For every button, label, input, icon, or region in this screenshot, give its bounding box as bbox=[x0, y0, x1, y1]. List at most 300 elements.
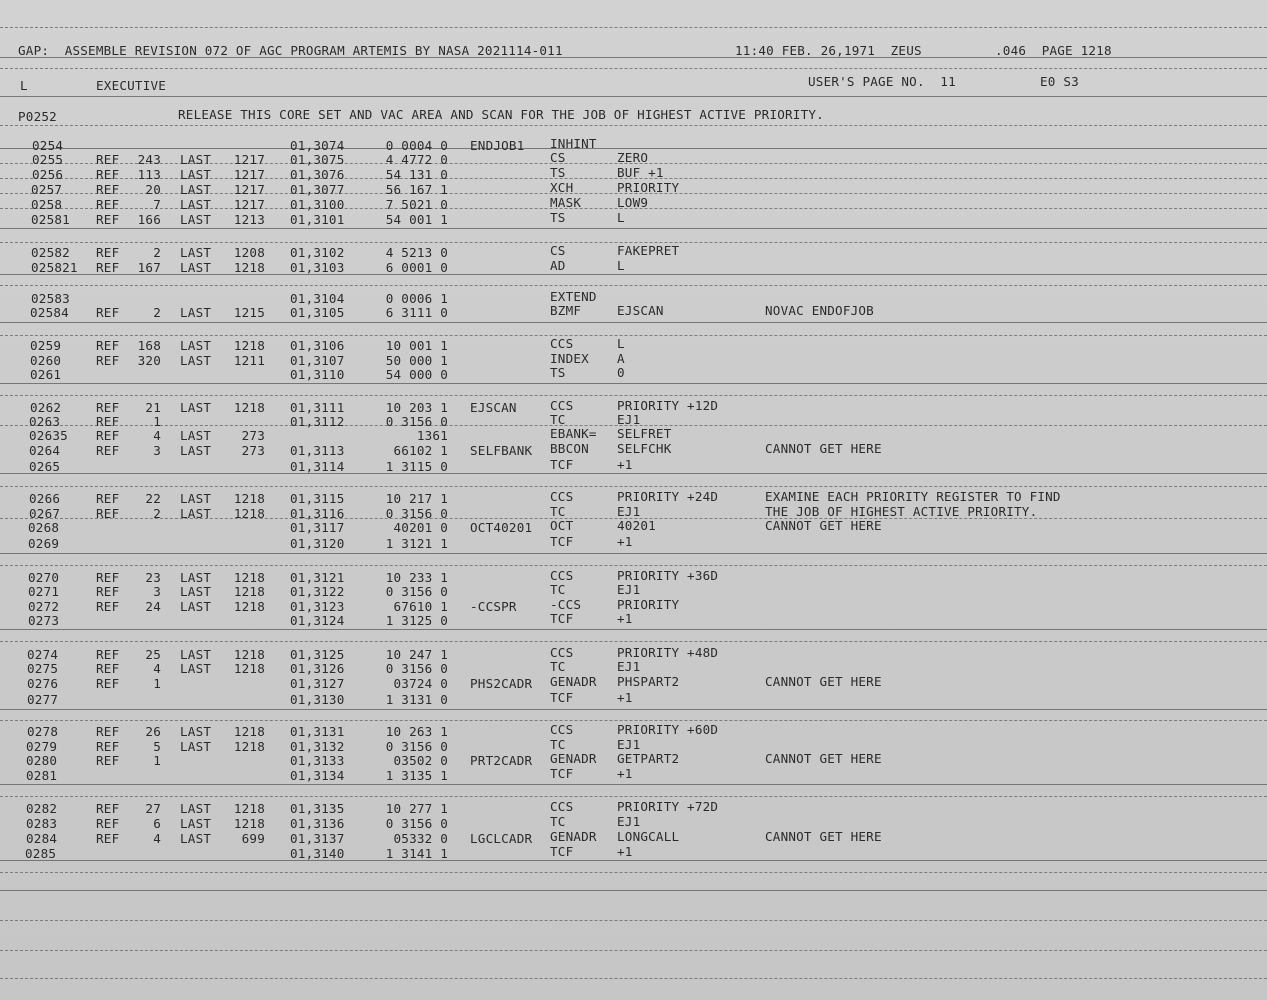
row-op: CCS bbox=[550, 336, 574, 351]
row-last-n: 273 bbox=[241, 428, 265, 443]
row-comment: EXAMINE EACH PRIORITY REGISTER TO FIND bbox=[765, 489, 1061, 504]
row-ref: REF bbox=[96, 428, 120, 443]
row-ref: REF bbox=[96, 152, 120, 167]
row-op: OCT bbox=[550, 518, 574, 533]
row-comment: NOVAC ENDOFJOB bbox=[765, 303, 874, 318]
row-addr: 01,3113 bbox=[290, 443, 345, 458]
row-ref-n: 26 bbox=[145, 724, 161, 739]
row-addr: 01,3076 bbox=[290, 167, 345, 182]
row-op: TC bbox=[550, 412, 566, 427]
row-code: 1 3141 1 bbox=[385, 846, 448, 861]
row-last: LAST bbox=[180, 260, 212, 275]
row-op: TCF bbox=[550, 766, 574, 781]
row-seq: 0255 bbox=[32, 152, 64, 167]
row-operand: +1 bbox=[617, 534, 633, 549]
row-operand: +1 bbox=[617, 844, 633, 859]
row-comment: CANNOT GET HERE bbox=[765, 829, 882, 844]
row-ref-n: 2 bbox=[153, 245, 161, 260]
row-code: 1 3125 0 bbox=[385, 613, 448, 628]
row-operand: 0 bbox=[617, 365, 625, 380]
row-last-n: 1218 bbox=[233, 260, 265, 275]
row-last: LAST bbox=[180, 816, 212, 831]
row-op: GENADR bbox=[550, 674, 597, 689]
listing-datetime: 11:40 FEB. 26,1971 ZEUS bbox=[735, 43, 922, 58]
row-ref-n: 24 bbox=[145, 599, 161, 614]
row-last-n: 1217 bbox=[233, 182, 265, 197]
row-addr: 01,3107 bbox=[290, 353, 345, 368]
row-op: -CCS bbox=[550, 597, 582, 612]
row-label: PRT2CADR bbox=[470, 753, 533, 768]
row-operand: PRIORITY +24D bbox=[617, 489, 719, 504]
row-ref-n: 25 bbox=[145, 647, 161, 662]
row-code: 67610 1 bbox=[393, 599, 448, 614]
form-rule bbox=[0, 860, 1267, 862]
row-operand: GETPART2 bbox=[617, 751, 680, 766]
row-code: 10 233 1 bbox=[385, 570, 448, 585]
row-last: LAST bbox=[180, 739, 212, 754]
form-rule bbox=[0, 96, 1267, 98]
row-op: AD bbox=[550, 258, 566, 273]
row-comment: CANNOT GET HERE bbox=[765, 441, 882, 456]
row-op: CCS bbox=[550, 645, 574, 660]
row-last-n: 273 bbox=[241, 443, 265, 458]
form-rule bbox=[0, 553, 1267, 555]
row-seq: 0271 bbox=[28, 584, 60, 599]
row-seq: 02581 bbox=[31, 212, 70, 227]
row-operand: EJ1 bbox=[617, 814, 641, 829]
form-rule bbox=[0, 395, 1267, 397]
section-name: EXECUTIVE bbox=[96, 78, 167, 93]
row-operand: PRIORITY +48D bbox=[617, 645, 719, 660]
row-operand: EJ1 bbox=[617, 659, 641, 674]
row-op: CCS bbox=[550, 398, 574, 413]
row-addr: 01,3120 bbox=[290, 536, 345, 551]
row-code: 0 0006 1 bbox=[385, 291, 448, 306]
row-ref: REF bbox=[96, 570, 120, 585]
row-last-n: 1218 bbox=[233, 506, 265, 521]
row-last: LAST bbox=[180, 212, 212, 227]
row-addr: 01,3116 bbox=[290, 506, 345, 521]
row-ref-n: 243 bbox=[137, 152, 161, 167]
row-code: 6 0001 0 bbox=[385, 260, 448, 275]
row-last-n: 1218 bbox=[233, 816, 265, 831]
row-ref: REF bbox=[96, 724, 120, 739]
row-code: 0 3156 0 bbox=[385, 584, 448, 599]
row-op: CS bbox=[550, 150, 566, 165]
row-addr: 01,3134 bbox=[290, 768, 345, 783]
row-op: MASK bbox=[550, 195, 582, 210]
row-seq: 0254 bbox=[32, 138, 64, 153]
row-op: CCS bbox=[550, 568, 574, 583]
row-op: CCS bbox=[550, 722, 574, 737]
row-ref-n: 23 bbox=[145, 570, 161, 585]
row-seq: 0277 bbox=[27, 692, 59, 707]
row-op: CS bbox=[550, 243, 566, 258]
row-last-n: 1213 bbox=[233, 212, 265, 227]
row-addr: 01,3104 bbox=[290, 291, 345, 306]
row-seq: 0272 bbox=[28, 599, 60, 614]
row-operand: +1 bbox=[617, 611, 633, 626]
row-last-n: 1215 bbox=[233, 305, 265, 320]
form-rule bbox=[0, 57, 1267, 59]
row-op: INDEX bbox=[550, 351, 589, 366]
row-code: 0 3156 0 bbox=[385, 661, 448, 676]
row-ref-n: 1 bbox=[153, 753, 161, 768]
row-code: 0 3156 0 bbox=[385, 506, 448, 521]
row-addr: 01,3121 bbox=[290, 570, 345, 585]
row-code: 50 000 1 bbox=[385, 353, 448, 368]
row-last-n: 1218 bbox=[233, 491, 265, 506]
row-ref: REF bbox=[96, 816, 120, 831]
row-last: LAST bbox=[180, 197, 212, 212]
row-code: 0 0004 0 bbox=[385, 138, 448, 153]
row-seq: 0284 bbox=[26, 831, 58, 846]
row-operand: EJ1 bbox=[617, 737, 641, 752]
row-operand: SELFRET bbox=[617, 426, 672, 441]
row-operand: PRIORITY +36D bbox=[617, 568, 719, 583]
row-ref-n: 3 bbox=[153, 443, 161, 458]
row-op: EBANK= bbox=[550, 426, 597, 441]
row-last: LAST bbox=[180, 724, 212, 739]
row-code: 0 3156 0 bbox=[385, 816, 448, 831]
row-seq: 02635 bbox=[29, 428, 68, 443]
row-op: TC bbox=[550, 582, 566, 597]
row-last: LAST bbox=[180, 491, 212, 506]
row-seq: 0285 bbox=[25, 846, 57, 861]
row-op: INHINT bbox=[550, 136, 597, 151]
form-rule bbox=[0, 383, 1267, 385]
row-code: 10 001 1 bbox=[385, 338, 448, 353]
row-ref-n: 320 bbox=[137, 353, 161, 368]
row-operand: PRIORITY +60D bbox=[617, 722, 719, 737]
row-code: 1 3131 0 bbox=[385, 692, 448, 707]
row-last-n: 1218 bbox=[233, 661, 265, 676]
row-last-n: 699 bbox=[241, 831, 265, 846]
row-ref-n: 21 bbox=[145, 400, 161, 415]
row-op: TC bbox=[550, 504, 566, 519]
row-op: TCF bbox=[550, 844, 574, 859]
row-addr: 01,3127 bbox=[290, 676, 345, 691]
row-ref-n: 7 bbox=[153, 197, 161, 212]
row-addr: 01,3135 bbox=[290, 801, 345, 816]
row-addr: 01,3102 bbox=[290, 245, 345, 260]
row-operand: L bbox=[617, 210, 625, 225]
row-addr: 01,3117 bbox=[290, 520, 345, 535]
row-label: LGCLCADR bbox=[470, 831, 533, 846]
row-label: SELFBANK bbox=[470, 443, 533, 458]
row-seq: 0275 bbox=[27, 661, 59, 676]
row-seq: 0268 bbox=[28, 520, 60, 535]
row-seq: 0260 bbox=[30, 353, 62, 368]
row-ref: REF bbox=[96, 338, 120, 353]
row-addr: 01,3131 bbox=[290, 724, 345, 739]
row-operand: 40201 bbox=[617, 518, 656, 533]
row-op: BZMF bbox=[550, 303, 582, 318]
row-last: LAST bbox=[180, 801, 212, 816]
row-ref-n: 4 bbox=[153, 661, 161, 676]
row-addr: 01,3077 bbox=[290, 182, 345, 197]
row-label: OCT40201 bbox=[470, 520, 533, 535]
form-rule bbox=[0, 950, 1267, 952]
row-ref: REF bbox=[96, 245, 120, 260]
row-addr: 01,3103 bbox=[290, 260, 345, 275]
row-op: CCS bbox=[550, 489, 574, 504]
row-last: LAST bbox=[180, 647, 212, 662]
row-operand: PRIORITY +12D bbox=[617, 398, 719, 413]
row-addr: 01,3124 bbox=[290, 613, 345, 628]
row-addr: 01,3100 bbox=[290, 197, 345, 212]
form-rule bbox=[0, 709, 1267, 711]
row-ref: REF bbox=[96, 212, 120, 227]
row-addr: 01,3126 bbox=[290, 661, 345, 676]
row-ref-n: 4 bbox=[153, 428, 161, 443]
row-operand: A bbox=[617, 351, 625, 366]
form-rule bbox=[0, 322, 1267, 324]
row-last-n: 1218 bbox=[233, 570, 265, 585]
row-seq: 0259 bbox=[30, 338, 62, 353]
row-seq: 025821 bbox=[31, 260, 78, 275]
row-addr: 01,3140 bbox=[290, 846, 345, 861]
row-operand: SELFCHK bbox=[617, 441, 672, 456]
form-rule bbox=[0, 796, 1267, 798]
form-rule bbox=[0, 285, 1267, 287]
row-addr: 01,3114 bbox=[290, 459, 345, 474]
row-seq: 0280 bbox=[26, 753, 58, 768]
listing-title: GAP: ASSEMBLE REVISION 072 OF AGC PROGRAM ARTEMIS BY NASA 2021114-011 bbox=[18, 43, 563, 58]
row-ref-n: 2 bbox=[153, 305, 161, 320]
row-seq: 0257 bbox=[31, 182, 63, 197]
row-ref: REF bbox=[96, 400, 120, 415]
row-seq: 0264 bbox=[29, 443, 61, 458]
row-addr: 01,3136 bbox=[290, 816, 345, 831]
row-code: 54 131 0 bbox=[385, 167, 448, 182]
comment-seq: P0252 bbox=[18, 109, 57, 124]
form-rule bbox=[0, 784, 1267, 786]
section-code: E0 S3 bbox=[1040, 74, 1079, 89]
row-op: EXTEND bbox=[550, 289, 597, 304]
row-last-n: 1218 bbox=[233, 599, 265, 614]
row-ref-n: 27 bbox=[145, 801, 161, 816]
form-rule bbox=[0, 228, 1267, 230]
row-ref: REF bbox=[96, 443, 120, 458]
row-seq: 0262 bbox=[30, 400, 62, 415]
row-seq: 0274 bbox=[27, 647, 59, 662]
row-operand: PRIORITY +72D bbox=[617, 799, 719, 814]
row-ref: REF bbox=[96, 353, 120, 368]
row-comment: CANNOT GET HERE bbox=[765, 751, 882, 766]
row-last: LAST bbox=[180, 661, 212, 676]
row-operand: +1 bbox=[617, 690, 633, 705]
row-last: LAST bbox=[180, 182, 212, 197]
row-last-n: 1218 bbox=[233, 338, 265, 353]
row-operand: L bbox=[617, 336, 625, 351]
row-last: LAST bbox=[180, 443, 212, 458]
row-code: 54 000 0 bbox=[385, 367, 448, 382]
row-seq: 0267 bbox=[29, 506, 61, 521]
row-code: 4 4772 0 bbox=[385, 152, 448, 167]
row-operand: ZERO bbox=[617, 150, 649, 165]
row-ref: REF bbox=[96, 801, 120, 816]
row-code: 1361 bbox=[416, 428, 448, 443]
form-rule bbox=[0, 890, 1267, 892]
row-operand: LOW9 bbox=[617, 195, 649, 210]
row-last: LAST bbox=[180, 167, 212, 182]
row-seq: 02584 bbox=[30, 305, 69, 320]
row-op: TC bbox=[550, 737, 566, 752]
row-addr: 01,3112 bbox=[290, 414, 345, 429]
row-ref-n: 168 bbox=[137, 338, 161, 353]
row-op: TC bbox=[550, 659, 566, 674]
row-op: TCF bbox=[550, 457, 574, 472]
row-ref: REF bbox=[96, 167, 120, 182]
row-operand: PHSPART2 bbox=[617, 674, 680, 689]
row-ref-n: 6 bbox=[153, 816, 161, 831]
row-seq: 0266 bbox=[29, 491, 61, 506]
row-ref: REF bbox=[96, 414, 120, 429]
row-addr: 01,3106 bbox=[290, 338, 345, 353]
form-rule bbox=[0, 978, 1267, 980]
form-rule bbox=[0, 920, 1267, 922]
row-seq: 0270 bbox=[28, 570, 60, 585]
row-last: LAST bbox=[180, 831, 212, 846]
row-ref: REF bbox=[96, 260, 120, 275]
row-ref-n: 166 bbox=[137, 212, 161, 227]
row-last: LAST bbox=[180, 400, 212, 415]
row-code: 56 167 1 bbox=[385, 182, 448, 197]
row-addr: 01,3133 bbox=[290, 753, 345, 768]
row-comment: CANNOT GET HERE bbox=[765, 674, 882, 689]
row-label: PHS2CADR bbox=[470, 676, 533, 691]
row-last-n: 1218 bbox=[233, 647, 265, 662]
row-operand: BUF +1 bbox=[617, 165, 664, 180]
row-operand: EJ1 bbox=[617, 412, 641, 427]
row-last-n: 1218 bbox=[233, 801, 265, 816]
row-addr: 01,3130 bbox=[290, 692, 345, 707]
row-ref-n: 1 bbox=[153, 676, 161, 691]
row-ref-n: 113 bbox=[137, 167, 161, 182]
row-last-n: 1217 bbox=[233, 197, 265, 212]
listing-page-number: .046 PAGE 1218 bbox=[995, 43, 1112, 58]
row-addr: 01,3123 bbox=[290, 599, 345, 614]
row-ref-n: 2 bbox=[153, 506, 161, 521]
row-ref: REF bbox=[96, 599, 120, 614]
form-rule bbox=[0, 486, 1267, 488]
row-ref: REF bbox=[96, 676, 120, 691]
row-code: 10 217 1 bbox=[385, 491, 448, 506]
row-addr: 01,3105 bbox=[290, 305, 345, 320]
row-last-n: 1217 bbox=[233, 167, 265, 182]
row-operand: LONGCALL bbox=[617, 829, 680, 844]
row-op: TCF bbox=[550, 534, 574, 549]
row-seq: 0269 bbox=[28, 536, 60, 551]
row-seq: 0283 bbox=[26, 816, 58, 831]
row-operand: PRIORITY bbox=[617, 597, 680, 612]
row-ref: REF bbox=[96, 739, 120, 754]
row-code: 54 001 1 bbox=[385, 212, 448, 227]
comment-text: RELEASE THIS CORE SET AND VAC AREA AND SCAN FOR THE JOB OF HIGHEST ACTIVE PRIORITY. bbox=[178, 107, 824, 122]
row-code: 0 3156 0 bbox=[385, 739, 448, 754]
row-last: LAST bbox=[180, 245, 212, 260]
row-code: 10 263 1 bbox=[385, 724, 448, 739]
row-code: 7 5021 0 bbox=[385, 197, 448, 212]
row-addr: 01,3132 bbox=[290, 739, 345, 754]
row-seq: 02583 bbox=[31, 291, 70, 306]
row-comment: CANNOT GET HERE bbox=[765, 518, 882, 533]
row-ref: REF bbox=[96, 491, 120, 506]
row-addr: 01,3125 bbox=[290, 647, 345, 662]
row-op: TCF bbox=[550, 690, 574, 705]
row-code: 03502 0 bbox=[393, 753, 448, 768]
row-ref: REF bbox=[96, 182, 120, 197]
row-code: 6 3111 0 bbox=[385, 305, 448, 320]
row-ref-n: 167 bbox=[137, 260, 161, 275]
row-last: LAST bbox=[180, 305, 212, 320]
row-code: 0 3156 0 bbox=[385, 414, 448, 429]
form-rule bbox=[0, 68, 1267, 70]
row-seq: 0263 bbox=[29, 414, 61, 429]
row-code: 1 3135 1 bbox=[385, 768, 448, 783]
row-seq: 0279 bbox=[26, 739, 58, 754]
row-operand: EJSCAN bbox=[617, 303, 664, 318]
row-op: GENADR bbox=[550, 751, 597, 766]
row-ref: REF bbox=[96, 831, 120, 846]
row-ref-n: 22 bbox=[145, 491, 161, 506]
row-addr: 01,3074 bbox=[290, 138, 345, 153]
row-ref-n: 20 bbox=[145, 182, 161, 197]
form-rule bbox=[0, 125, 1267, 127]
row-last: LAST bbox=[180, 570, 212, 585]
row-ref: REF bbox=[96, 506, 120, 521]
row-op: TS bbox=[550, 210, 566, 225]
row-seq: 0258 bbox=[31, 197, 63, 212]
form-rule bbox=[0, 565, 1267, 567]
row-code: 4 5213 0 bbox=[385, 245, 448, 260]
row-operand: L bbox=[617, 258, 625, 273]
row-last-n: 1218 bbox=[233, 739, 265, 754]
row-ref: REF bbox=[96, 305, 120, 320]
row-op: TS bbox=[550, 365, 566, 380]
row-label: EJSCAN bbox=[470, 400, 517, 415]
row-seq: 0281 bbox=[26, 768, 58, 783]
row-code: 40201 0 bbox=[393, 520, 448, 535]
row-operand: +1 bbox=[617, 766, 633, 781]
row-last-n: 1218 bbox=[233, 724, 265, 739]
row-addr: 01,3122 bbox=[290, 584, 345, 599]
row-ref-n: 4 bbox=[153, 831, 161, 846]
row-operand: +1 bbox=[617, 457, 633, 472]
row-label: ENDJOB1 bbox=[470, 138, 525, 153]
row-op: TCF bbox=[550, 611, 574, 626]
row-addr: 01,3111 bbox=[290, 400, 345, 415]
row-last: LAST bbox=[180, 428, 212, 443]
row-last-n: 1208 bbox=[233, 245, 265, 260]
row-ref-n: 3 bbox=[153, 584, 161, 599]
row-code: 1 3115 0 bbox=[385, 459, 448, 474]
row-operand: FAKEPRET bbox=[617, 243, 680, 258]
row-last-n: 1218 bbox=[233, 584, 265, 599]
row-code: 66102 1 bbox=[393, 443, 448, 458]
section-letter: L bbox=[20, 78, 28, 93]
form-rule bbox=[0, 629, 1267, 631]
row-last: LAST bbox=[180, 152, 212, 167]
row-code: 10 203 1 bbox=[385, 400, 448, 415]
form-rule bbox=[0, 641, 1267, 643]
row-operand: EJ1 bbox=[617, 582, 641, 597]
row-ref: REF bbox=[96, 197, 120, 212]
row-seq: 0278 bbox=[27, 724, 59, 739]
row-last: LAST bbox=[180, 584, 212, 599]
row-ref: REF bbox=[96, 584, 120, 599]
